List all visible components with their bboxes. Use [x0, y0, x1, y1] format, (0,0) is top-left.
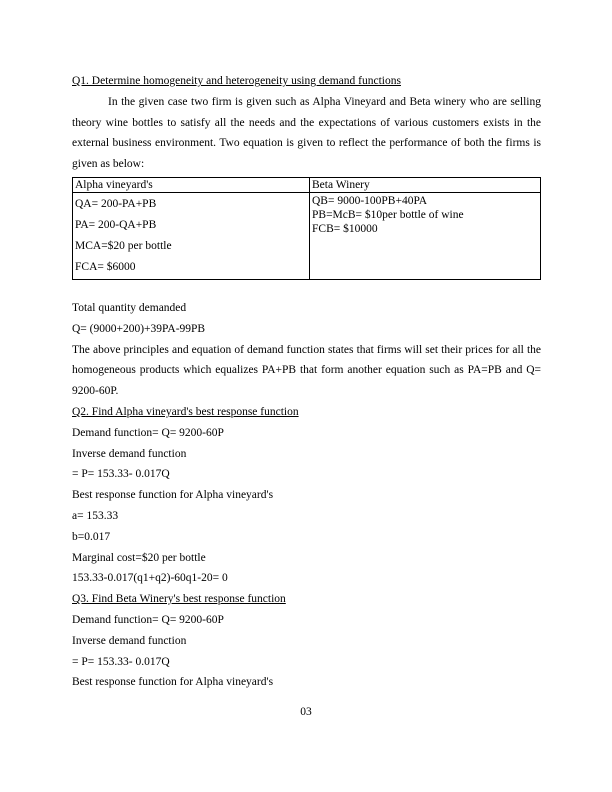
q2-line: Inverse demand function	[72, 447, 187, 460]
header-alpha: Alpha vineyard's	[73, 177, 310, 192]
q2-line: 153.33-0.017(q1+q2)-60q1-20= 0	[72, 572, 228, 585]
q2-line: Demand function= Q= 9200-60P	[72, 426, 224, 439]
q2-line: Marginal cost=$20 per bottle	[72, 551, 206, 564]
alpha-fca: FCA= $6000	[75, 260, 136, 273]
header-beta: Beta Winery	[310, 177, 541, 192]
q1-paragraph: In the given case two firm is given such as Alpha Vineyard and Beta winery who are selling theory wine bottles to satisfy all the needs and the expectations of various customers exists in the external business environment. Two equation is given to reflect the performance of both the firms is given as below:	[72, 95, 541, 171]
document-page	[72, 71, 541, 693]
alpha-eq-pa: PA= 200-QA+PB	[75, 218, 157, 231]
q2-line: b=0.017	[72, 530, 111, 543]
demand-functions-table	[72, 177, 541, 280]
q2-line: Best response function for Alpha vineyard's	[72, 489, 274, 502]
alpha-mca: MCA=$20 per bottle	[75, 239, 172, 252]
beta-cell	[310, 192, 541, 279]
homogeneous-paragraph: The above principles and equation of demand function states that firms will set their prices for all the homogeneous products which equalizes PA+PB that form another equation such as PA=PB and Q= 9200-60P.	[72, 343, 541, 398]
page-number: 03	[300, 706, 312, 718]
q3-line: Inverse demand function	[72, 634, 187, 647]
total-quantity-equation: Q= (9000+200)+39PA-99PB	[72, 322, 206, 335]
table-row	[73, 192, 541, 279]
q2-heading: Q2. Find Alpha vineyard's best response function	[72, 405, 299, 418]
q3-line: Best response function for Alpha vineyard's	[72, 676, 274, 689]
beta-eq-pb: PB=McB= $10per bottle of wine	[312, 208, 464, 221]
q1-heading: Q1. Determine homogeneity and heterogeneity using demand functions	[72, 75, 401, 87]
q2-line: = P= 153.33- 0.017Q	[72, 468, 170, 481]
q3-heading: Q3. Find Beta Winery's best response function	[72, 593, 286, 606]
beta-eq-qb: QB= 9000-100PB+40PA	[312, 194, 428, 207]
alpha-eq-qa: QA= 200-PA+PB	[75, 197, 157, 210]
table-header-row	[73, 177, 541, 192]
beta-fcb: FCB= $10000	[312, 222, 378, 235]
alpha-cell	[73, 192, 310, 279]
q3-line: = P= 153.33- 0.017Q	[72, 655, 170, 668]
total-quantity-label: Total quantity demanded	[72, 301, 187, 314]
q3-line: Demand function= Q= 9200-60P	[72, 613, 224, 626]
q2-line: a= 153.33	[72, 509, 119, 522]
